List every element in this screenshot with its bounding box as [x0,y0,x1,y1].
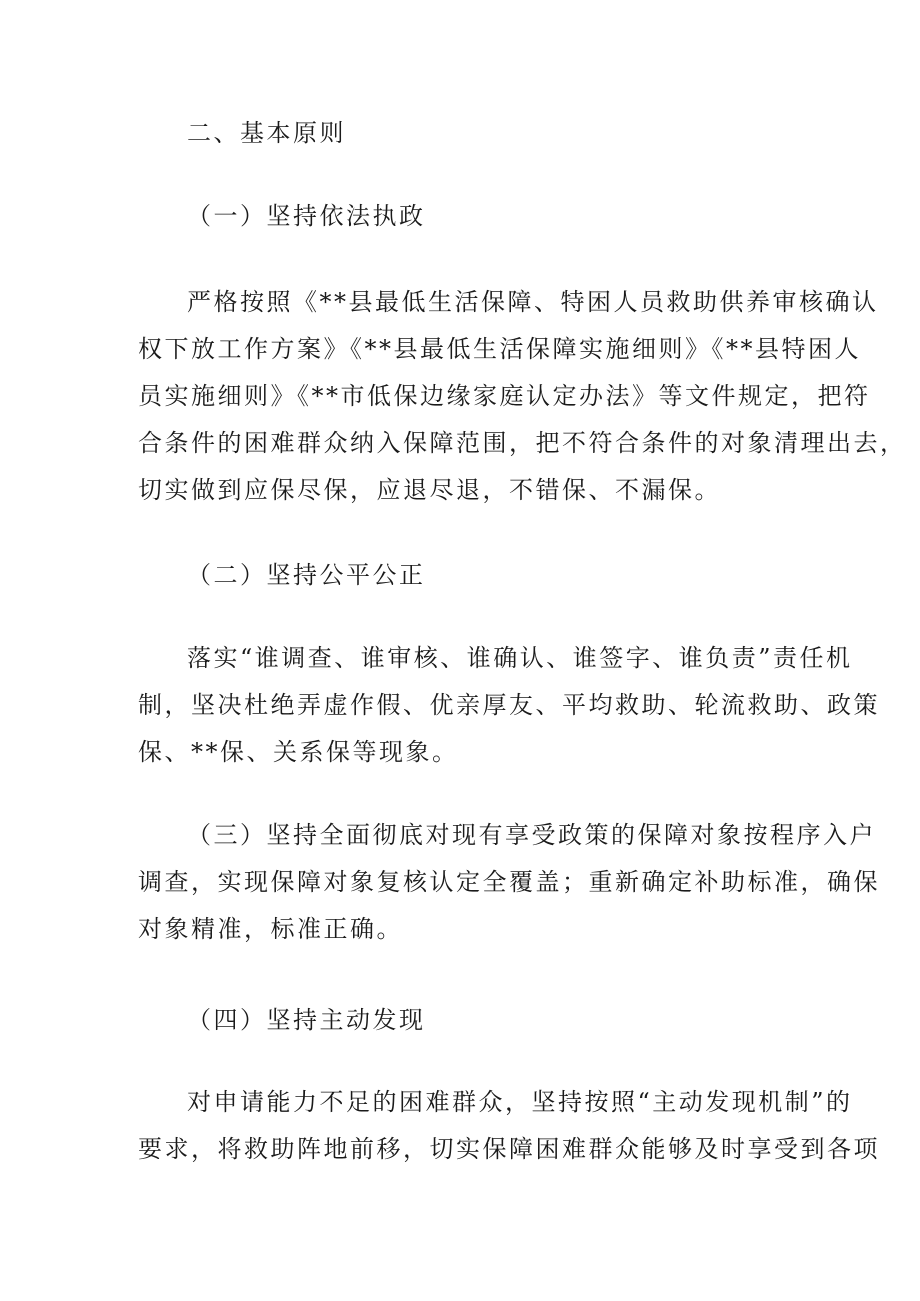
paragraph-4-line-2: 要求，将救助阵地前移，切实保障困难群众能够及时享受到各项 [138,1135,880,1163]
paragraph-1-line-4: 合条件的困难群众纳入保障范围，把不符合条件的对象清理出去， [138,429,907,457]
paragraph-1-line-3: 员实施细则》《**市低保边缘家庭认定办法》等文件规定，把符 [138,382,871,410]
paragraph-4-line-1: 对申请能力不足的困难群众，坚持按照“主动发现机制”的 [187,1088,853,1116]
paragraph-3-line-3: 对象精准，标准正确。 [138,915,403,943]
section-title: 二、基本原则 [187,119,346,147]
paragraph-3-line-1: （三）坚持全面彻底对现有享受政策的保障对象按程序入户 [187,821,876,849]
paragraph-2-line-1: 落实“谁调查、谁审核、谁确认、谁签字、谁负责”责任机 [187,644,853,672]
paragraph-2-line-3: 保、**保、关系保等现象。 [138,738,459,766]
subsection-heading-4: （四）坚持主动发现 [187,1006,426,1034]
paragraph-3-line-2: 调查，实现保障对象复核认定全覆盖；重新确定补助标准，确保 [138,868,880,896]
subsection-heading-1: （一）坚持依法执政 [187,202,426,230]
subsection-heading-2: （二）坚持公平公正 [187,561,426,589]
paragraph-1-line-1: 严格按照《**县最低生活保障、特困人员救助供养审核确认 [187,288,879,316]
paragraph-2-line-2: 制，坚决杜绝弄虚作假、优亲厚友、平均救助、轮流救助、政策 [138,691,880,719]
paragraph-1-line-2: 权下放工作方案》《**县最低生活保障实施细则》《**县特困人 [138,335,861,363]
paragraph-1-line-5: 切实做到应保尽保，应退尽退，不错保、不漏保。 [138,476,721,504]
